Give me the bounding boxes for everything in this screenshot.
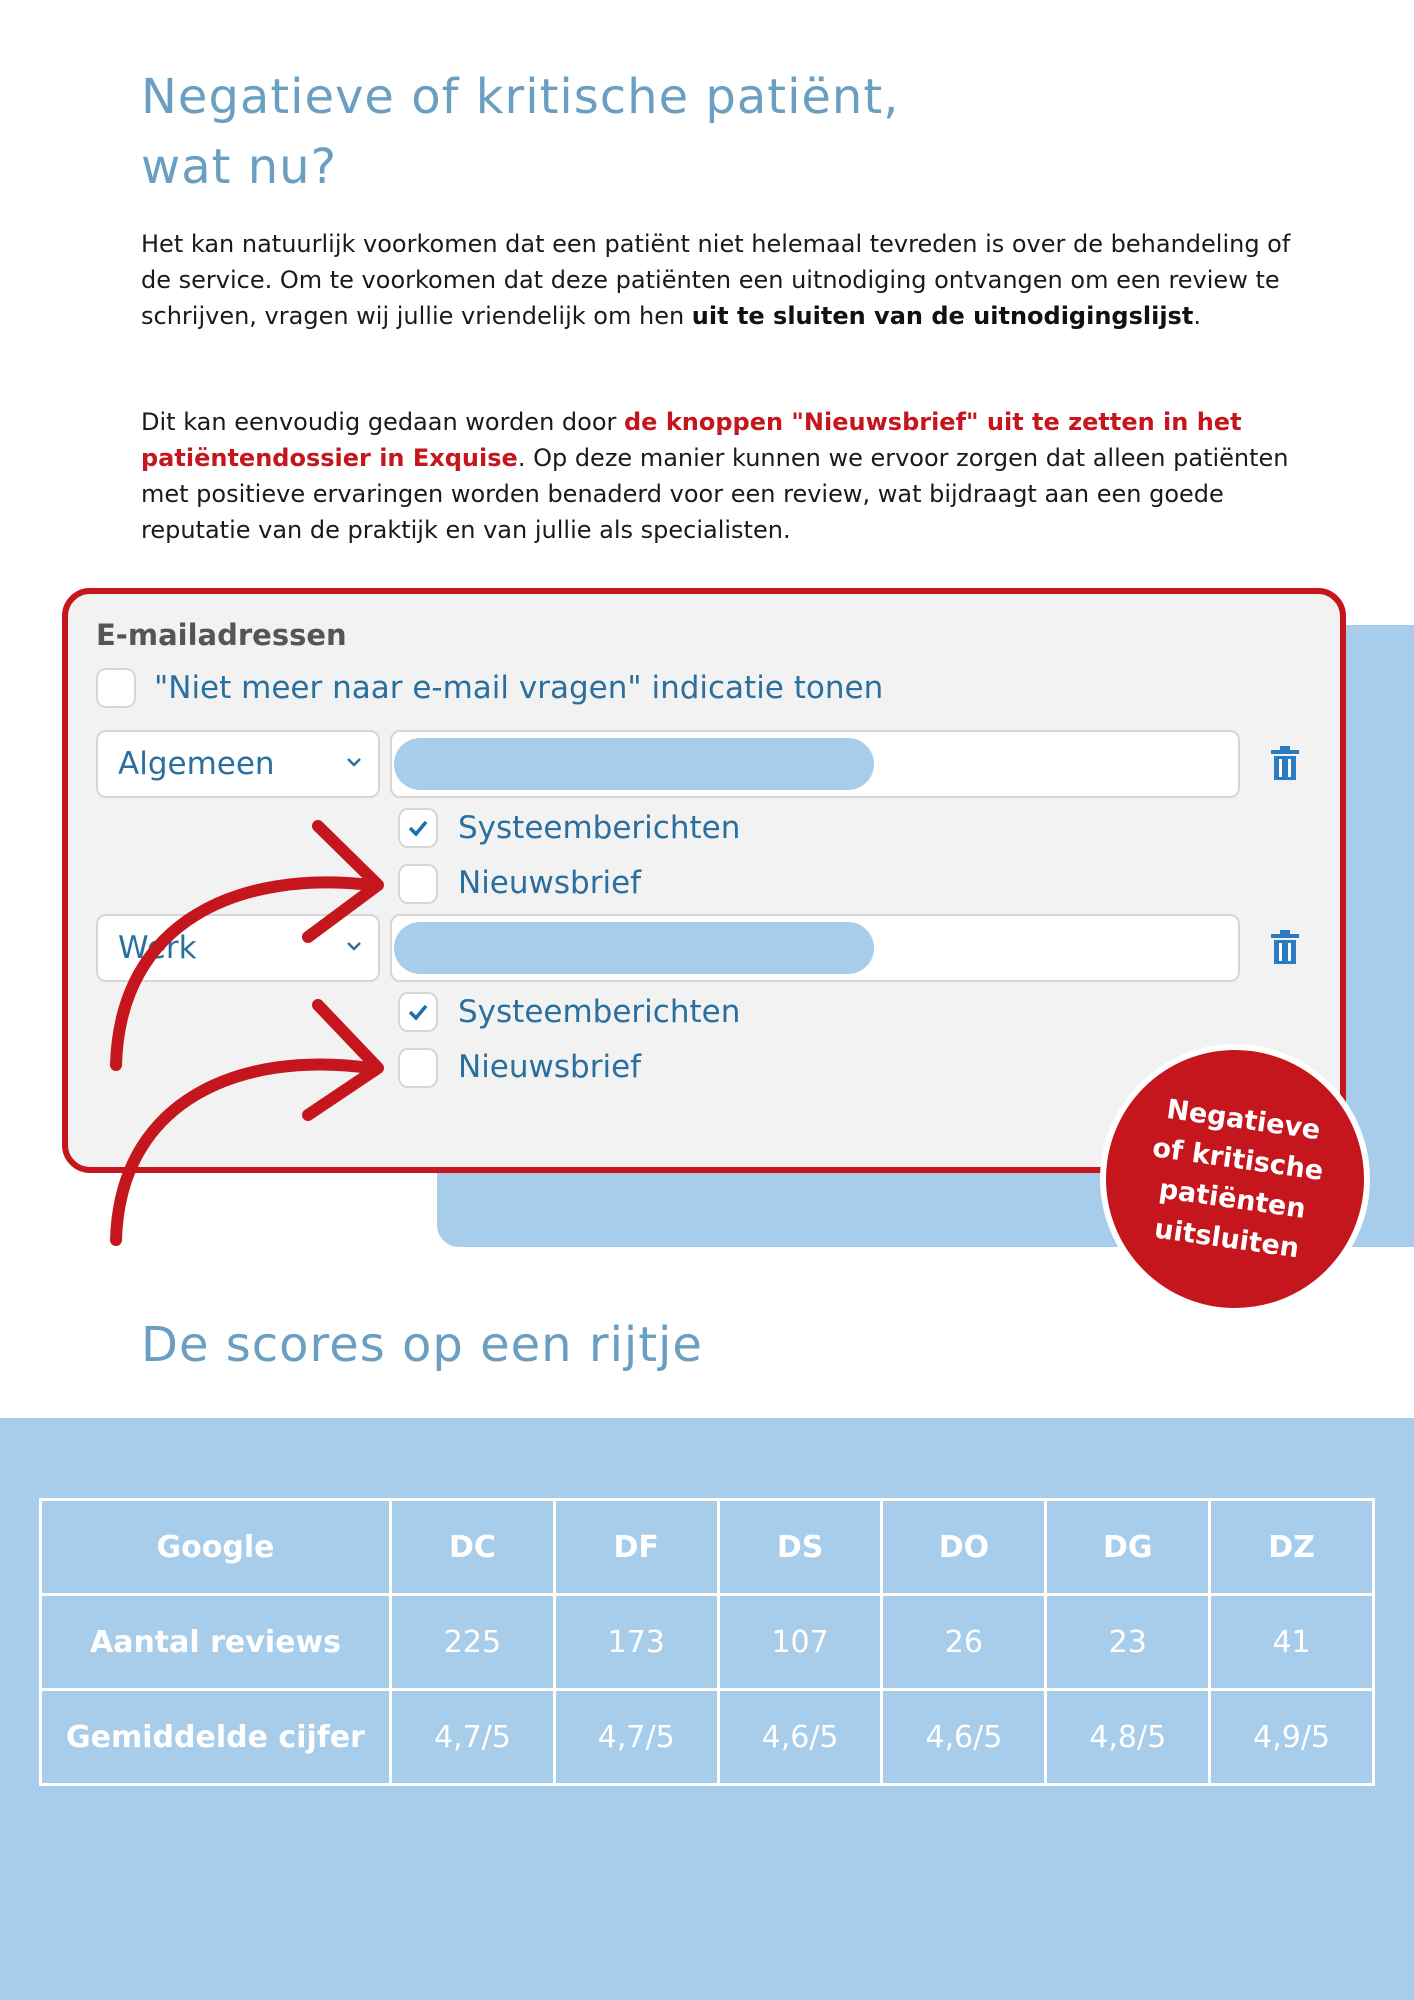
column-header: DC [391,1500,555,1595]
row-header: Gemiddelde cijfer [41,1690,391,1785]
system-messages-label-1: Systeemberichten [458,810,741,846]
column-header: DG [1046,1500,1210,1595]
newsletter-label-2: Nieuwsbrief [458,1049,642,1085]
column-header: DS [718,1500,882,1595]
table-row [41,1690,1374,1785]
table-cell: 41 [1210,1595,1374,1690]
exclude-badge [1100,1044,1370,1314]
newsletter-label-1: Nieuwsbrief [458,865,642,901]
email-type-value-1: Algemeen [118,746,275,782]
table-cell: 4,6/5 [718,1690,882,1785]
title-line-1: Negatieve of kritische patiënt, [141,69,900,125]
badge-text: Negatieve of kritische patiënten uitsluiten [1150,1093,1326,1265]
table-cell: 4,8/5 [1046,1690,1210,1785]
column-header: DZ [1210,1500,1374,1595]
table-row [41,1595,1374,1690]
title-line-2: wat nu? [141,139,338,195]
table-cell: 173 [554,1595,718,1690]
system-messages-label-2: Systeemberichten [458,994,741,1030]
column-header: DF [554,1500,718,1595]
table-cell: 4,7/5 [554,1690,718,1785]
ask-email-indication-label: "Niet meer naar e-mail vragen" indicatie tonen [154,670,884,706]
table-corner-header: Google [41,1500,391,1595]
table-cell: 225 [391,1595,555,1690]
table-cell: 26 [882,1595,1046,1690]
instruction-start: Dit kan eenvoudig gedaan worden door [141,408,624,436]
table-cell: 107 [718,1595,882,1690]
arrow-curve-2 [116,1064,370,1240]
row-header: Aantal reviews [41,1595,391,1690]
intro-end: . [1193,302,1201,330]
instruction-highlight: de knoppen "Nieuwsbrief" uit te zetten in het patiëntendossier in Exquise [141,408,1242,472]
arrow-curve-1 [116,882,370,1065]
table-header-row [41,1500,1374,1595]
email-type-value-2: Werk [118,930,197,966]
intro-bold-text: uit te sluiten van de uitnodigingslijst [691,302,1194,330]
scores-table [39,1498,1375,1786]
table-cell: 4,9/5 [1210,1690,1374,1785]
intro-text: Het kan natuurlijk voorkomen dat een patiënt niet helemaal tevreden is over de behandeling of de service. Om te voorkomen dat deze patiënten een uitnodiging ontvangen om een review te schrijven, vragen wij jullie vriendelijk om hen [141,230,1291,330]
scores-title: De scores op een rijtje [141,1317,703,1373]
table-cell: 4,6/5 [882,1690,1046,1785]
column-header: DO [882,1500,1046,1595]
email-addresses-heading: E-mailadressen [96,618,347,652]
table-cell: 23 [1046,1595,1210,1690]
instruction-end: . Op deze manier kunnen we ervoor zorgen dat alleen patiënten met positieve ervaringen worden benaderd voor een review, wat bijdraagt aan een goede reputatie van de praktijk en van jullie als specialisten. [141,444,1289,544]
table-cell: 4,7/5 [391,1690,555,1785]
